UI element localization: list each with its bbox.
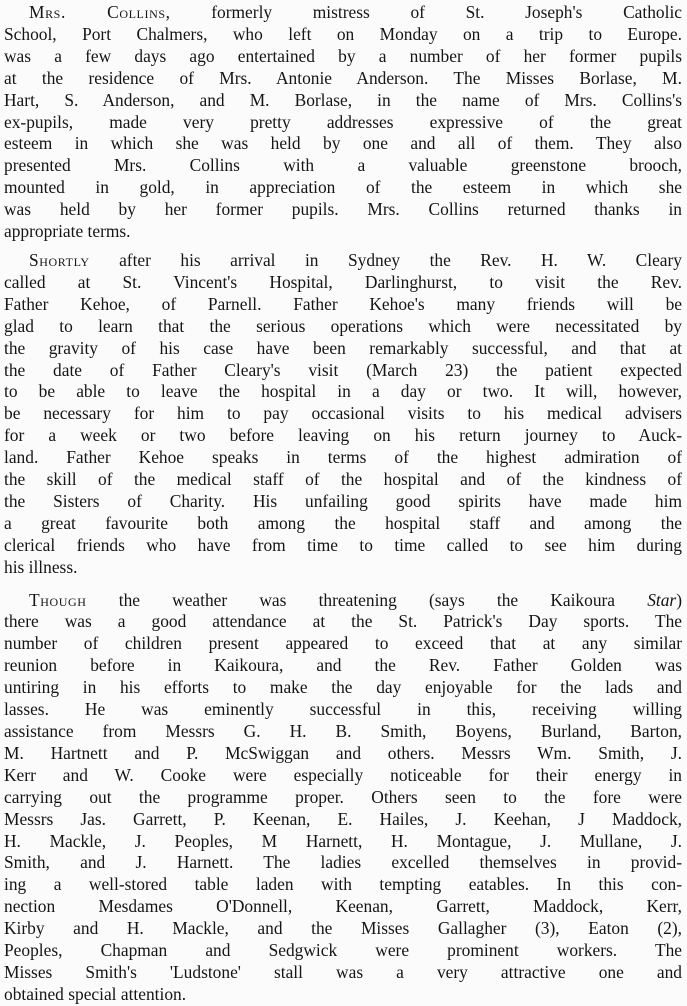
newspaper-title-italic: Star <box>647 589 677 610</box>
text-line: for a week or two before leaving on his return journey to Auck- <box>4 425 682 446</box>
text-line: a great favourite both among the hospital staff and among the <box>4 512 682 533</box>
text-line: Father Kehoe, of Parnell. Father Kehoe's many friends will be <box>4 293 682 314</box>
text-line: H. Mackle, J. Peoples, M Harnett, H. Montague, J. Mullane, J. <box>4 830 682 851</box>
text-line: ex-pupils, made very pretty addresses expressive of the great <box>4 111 682 132</box>
text-line: his illness. <box>4 556 78 577</box>
text-line: be necessary for him to pay occasional visits to his medical advisers <box>4 403 682 424</box>
closing-paren: ) <box>676 589 682 610</box>
text-line: was a few days ago entertained by a number of her former pupils <box>4 45 682 66</box>
text-line: the date of Father Cleary's visit (March 23) the patient expected <box>4 359 682 380</box>
line-text: formerly mistress of St. Joseph's Catholic <box>170 2 682 22</box>
text-line: to be able to leave the hospital in a day or two. It will, however, <box>4 381 682 402</box>
text-line: carrying out the programme proper. Others seen to the fore were <box>4 786 682 807</box>
text-line: obtained special attention. <box>4 983 187 1004</box>
line-text: after his arrival in Sydney the Rev. H. W. Cleary <box>89 249 682 270</box>
text-line: the skill of the medical staff of the hospital and of the kindness of <box>4 469 682 490</box>
text-line: presented Mrs. Collins with a valuable greenstone brooch, <box>4 155 682 176</box>
text-line: glad to learn that the serious operations which were necessitated by <box>4 315 682 336</box>
text-line: was held by her former pupils. Mrs. Collins returned thanks in <box>4 199 682 220</box>
text-line: the gravity of his case have been remarkably successful, and that at <box>4 337 682 358</box>
text-line: there was a good attendance at the St. Patrick's Day sports. The <box>4 611 682 632</box>
text-line: Misses Smith's 'Ludstone' stall was a very attractive one and <box>4 961 682 982</box>
text-line: appropriate terms. <box>4 221 131 242</box>
article-column <box>4 2 682 1006</box>
text-line: ing a well-stored table laden with tempting eatables. In this con- <box>4 874 682 895</box>
paragraph-first-line <box>4 2 682 24</box>
text-line: untiring in his efforts to make the day enjoyable for the lads and <box>4 677 682 698</box>
text-line: Kirby and H. Mackle, and the Misses Gallagher (3), Eaton (2), <box>4 918 682 939</box>
lead-in-word: Shortly <box>29 249 90 270</box>
text-line: clerical friends who have from time to time called to see him during <box>4 534 682 555</box>
text-line: called at St. Vincent's Hospital, Darlinghurst, to visit the Rev. <box>4 271 682 292</box>
text-line: number of children present appeared to exceed that at any similar <box>4 633 682 654</box>
text-line: nection Mesdames O'Donnell, Keenan, Garrett, Maddock, Kerr, <box>4 896 682 917</box>
text-line: Hart, S. Anderson, and M. Borlase, in the name of Mrs. Collins's <box>4 89 682 110</box>
paragraph-first-line <box>4 590 682 612</box>
paragraph-father-kehoe <box>4 250 682 579</box>
text-line: M. Hartnett and P. McSwiggan and others. Messrs Wm. Smith, J. <box>4 742 682 763</box>
text-line: assistance from Messrs G. H. B. Smith, Boyens, Burland, Barton, <box>4 721 682 741</box>
text-line: lasses. He was eminently successful in this, receiving willing <box>4 699 682 720</box>
lead-in-word: Mrs. Collins, <box>29 2 171 22</box>
text-line: the Sisters of Charity. His unfailing good spirits have made him <box>4 490 682 511</box>
line-text: the weather was threatening (says the Kaikoura <box>86 589 648 610</box>
text-line: Kerr and W. Cooke were especially noticeable for their energy in <box>4 764 682 785</box>
text-line: land. Father Kehoe speaks in terms of the highest admiration of <box>4 447 682 468</box>
text-line: Peoples, Chapman and Sedgwick were prominent workers. The <box>4 940 682 961</box>
paragraph-kaikoura-sports <box>4 590 682 1006</box>
text-line: School, Port Chalmers, who left on Monday on a trip to Europe. <box>4 23 682 44</box>
text-line: mounted in gold, in appreciation of the esteem in which she <box>4 177 682 198</box>
paragraph-mrs-collins <box>4 2 682 243</box>
lead-in-word: Though <box>29 589 87 610</box>
text-line: at the residence of Mrs. Antonie Anderson. The Misses Borlase, M. <box>4 67 682 88</box>
text-line: Messrs Jas. Garrett, P. Keenan, E. Hailes, J. Keehan, J Maddock, <box>4 808 682 829</box>
paragraph-first-line <box>4 250 682 272</box>
text-line: Smith, and J. Harnett. The ladies excelled themselves in provid- <box>4 852 682 873</box>
text-line: reunion before in Kaikoura, and the Rev. Father Golden was <box>4 655 682 676</box>
text-line: esteem in which she was held by one and all of them. They also <box>4 133 682 154</box>
